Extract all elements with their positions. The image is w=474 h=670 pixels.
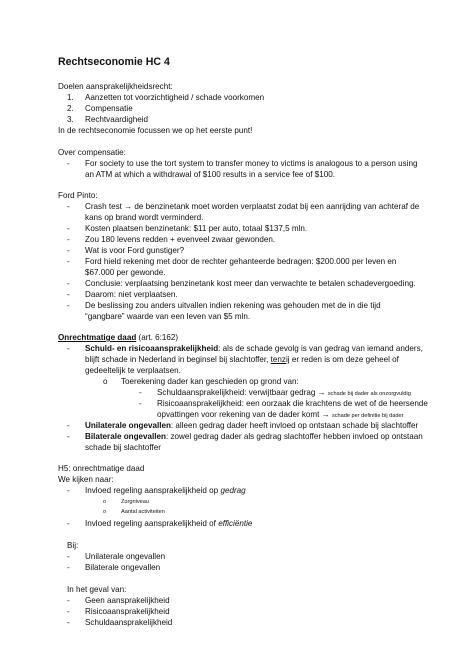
srb-term: Schuld- en risicoaansprakelijkheid <box>85 344 219 353</box>
h5-geval-item-2: Risicoaansprakelijkheid <box>85 607 170 616</box>
h5-sub-1: Zorgniveau <box>121 499 149 505</box>
compensatie-line-1: For society to use the tort system to transfer money to victims is analogous to a person using <box>85 159 418 168</box>
risico-line-1: Risicoaansprakelijkheid: een oorzaak die krachtens de wet of de heersende <box>157 399 428 408</box>
doelen-item-1: Aanzetten tot voorzichtigheid / schade voorkomen <box>85 93 265 102</box>
bullet-dash: - <box>67 224 70 233</box>
arrow-right-icon: → <box>124 202 133 211</box>
bullet-dash: - <box>67 235 70 244</box>
bilateraal-text: : zowel gedrag dader als gedrag slachtoffer hebben invloed op ontstaan <box>165 432 423 441</box>
h5-geval: In het geval van: <box>67 585 127 594</box>
bullet-dash: - <box>67 421 70 430</box>
srb-tenzij: tenzij <box>270 355 290 364</box>
bullet-dash: - <box>67 301 70 310</box>
srb-line-3: gedeeltelijk te verplaatsen. <box>85 366 181 375</box>
bullet-dash: - <box>67 486 70 495</box>
unilateraal-text: : alleen gedrag dader heeft invloed op ontstaan schade bij slachtoffer <box>170 421 419 430</box>
h5-geval-item-1: Geen aansprakelijkheid <box>85 596 170 605</box>
bullet-circle: o <box>103 509 107 515</box>
h5-kijken: We kijken naar: <box>58 475 114 484</box>
h5-item-2-emphasis: efficiëntie <box>218 519 253 528</box>
doelen-num-1: 1. <box>67 93 74 102</box>
ford-crash-line-1 <box>85 201 419 212</box>
h5-bij-item-2: Bilaterale ongevallen <box>85 563 161 572</box>
h5-item-1-text: Invloed regeling aansprakelijkheid op <box>85 486 221 495</box>
srb-text-2b: er reden is om deze geheel of <box>289 355 399 364</box>
doelen-heading: Doelen aansprakelijkheidsrecht: <box>58 82 173 91</box>
h5-item-1 <box>85 485 246 496</box>
compensatie-heading: Over compensatie: <box>58 148 126 157</box>
unilateraal-line <box>85 420 418 431</box>
doelen-note: In de rechtseconomie focussen we op het eerste punt! <box>58 126 253 135</box>
ford-gunstiger: Wat is voor Ford gunstiger? <box>85 246 185 255</box>
bullet-dash: - <box>67 246 70 255</box>
onrechtmatige-heading: Onrechtmatige daad <box>58 333 137 342</box>
bullet-dash: - <box>67 607 70 616</box>
h5-item-2-text: Invloed regeling aansprakelijkheid of <box>85 519 219 528</box>
compensatie-line-2: an ATM at which a withdrawal of $100 results in a service fee of $100. <box>85 170 335 179</box>
bilateraal-line-2: schade bij slachtoffer <box>85 443 161 452</box>
bilateraal-line-1 <box>85 431 423 442</box>
bullet-dash: - <box>67 159 70 168</box>
bullet-dash: - <box>67 519 70 528</box>
unilateraal-term: Unilaterale ongevallen <box>85 421 171 430</box>
bullet-dash: - <box>67 257 70 266</box>
h5-heading: H5: onrechtmatige daad <box>58 464 145 473</box>
doelen-item-2: Compensatie <box>85 104 133 113</box>
ford-conclusie: Conclusie: verplaatsing benzinetank kost meer dan verwachte te betalen schadevergoeding. <box>85 279 416 288</box>
doelen-num-2: 2. <box>67 104 74 113</box>
h5-bij-item-1: Unilaterale ongevallen <box>85 552 166 561</box>
h5-geval-item-3: Schuldaansprakelijkheid <box>85 618 173 627</box>
srb-text: : als de schade gevolg is van gedrag van iemand anders, <box>218 344 423 353</box>
bullet-circle: o <box>103 377 108 386</box>
bullet-dash: - <box>67 290 70 299</box>
doelen-item-3: Rechtvaardigheid <box>85 115 148 124</box>
ford-crash-rest: de benzinetank moet worden verplaatst zodat bij een aanrijding van achteraf de <box>134 202 420 211</box>
srb-line-2 <box>85 354 399 365</box>
bullet-dash: - <box>67 596 70 605</box>
bullet-dash: - <box>67 344 70 353</box>
bullet-dash: - <box>67 202 70 211</box>
ford-crash-line-2: kans op brand wordt verminderd. <box>85 213 204 222</box>
bullet-dash: - <box>139 388 142 397</box>
bullet-dash: - <box>67 279 70 288</box>
bullet-dash: - <box>67 552 70 561</box>
ford-rechter-2: $67.000 per gewonde. <box>85 268 166 277</box>
ford-beslissing-1: De beslissing zou anders uitvallen indien rekening was gehouden met de in die tijd <box>85 301 381 310</box>
risico-text: opvattingen voor rekening van de dader komt <box>157 410 320 419</box>
ford-daarom: Daarom: niet verplaatsen. <box>85 290 178 299</box>
arrow-right-icon: → <box>321 410 330 419</box>
bullet-dash: - <box>67 563 70 572</box>
ford-levens: Zou 180 levens redden + evenveel zwaar gewonden. <box>85 235 276 244</box>
ford-crash-text: Crash test <box>85 202 122 211</box>
h5-item-2 <box>85 518 252 529</box>
doelen-num-3: 3. <box>67 115 74 124</box>
bullet-circle: o <box>103 499 107 505</box>
page-title: Rechtseconomie HC 4 <box>58 56 170 68</box>
h5-item-1-emphasis: gedrag <box>220 486 246 495</box>
schuld-note: schade bij dader als onzorgvuldig <box>327 391 411 397</box>
ford-kosten: Kosten plaatsen benzinetank: $11 per auto, totaal $137,5 mln. <box>85 224 308 233</box>
onrechtmatige-heading-line <box>58 332 178 343</box>
srb-line-1 <box>85 343 423 354</box>
bilateraal-term: Bilaterale ongevallen <box>85 432 166 441</box>
h5-bij: Bij: <box>67 541 79 550</box>
ford-heading: Ford Pinto: <box>58 191 98 200</box>
srb-text-2a: blijft schade in Nederland in beginsel bij slachtoffer, <box>85 355 271 364</box>
toerekening-text: Toerekening dader kan geschieden op grond van: <box>121 377 299 386</box>
ford-beslissing-2: “gangbare” waarde van een leven van $5 mln. <box>85 312 251 321</box>
bullet-dash: - <box>67 432 70 441</box>
schuld-text: Schuldaansprakelijkheid: verwijtbaar gedrag <box>157 388 316 397</box>
h5-sub-2: Aantal activiteiten <box>121 509 165 515</box>
arrow-right-icon: → <box>317 388 326 397</box>
onrechtmatige-article: (art. 6:162) <box>136 333 179 342</box>
risico-note: schade per definitie bij dader <box>331 413 404 419</box>
bullet-dash: - <box>139 399 142 408</box>
ford-rechter-1: Ford hield rekening met door de rechter gehanteerde bedragen: $200.000 per leven en <box>85 257 397 266</box>
bullet-dash: - <box>67 618 70 627</box>
